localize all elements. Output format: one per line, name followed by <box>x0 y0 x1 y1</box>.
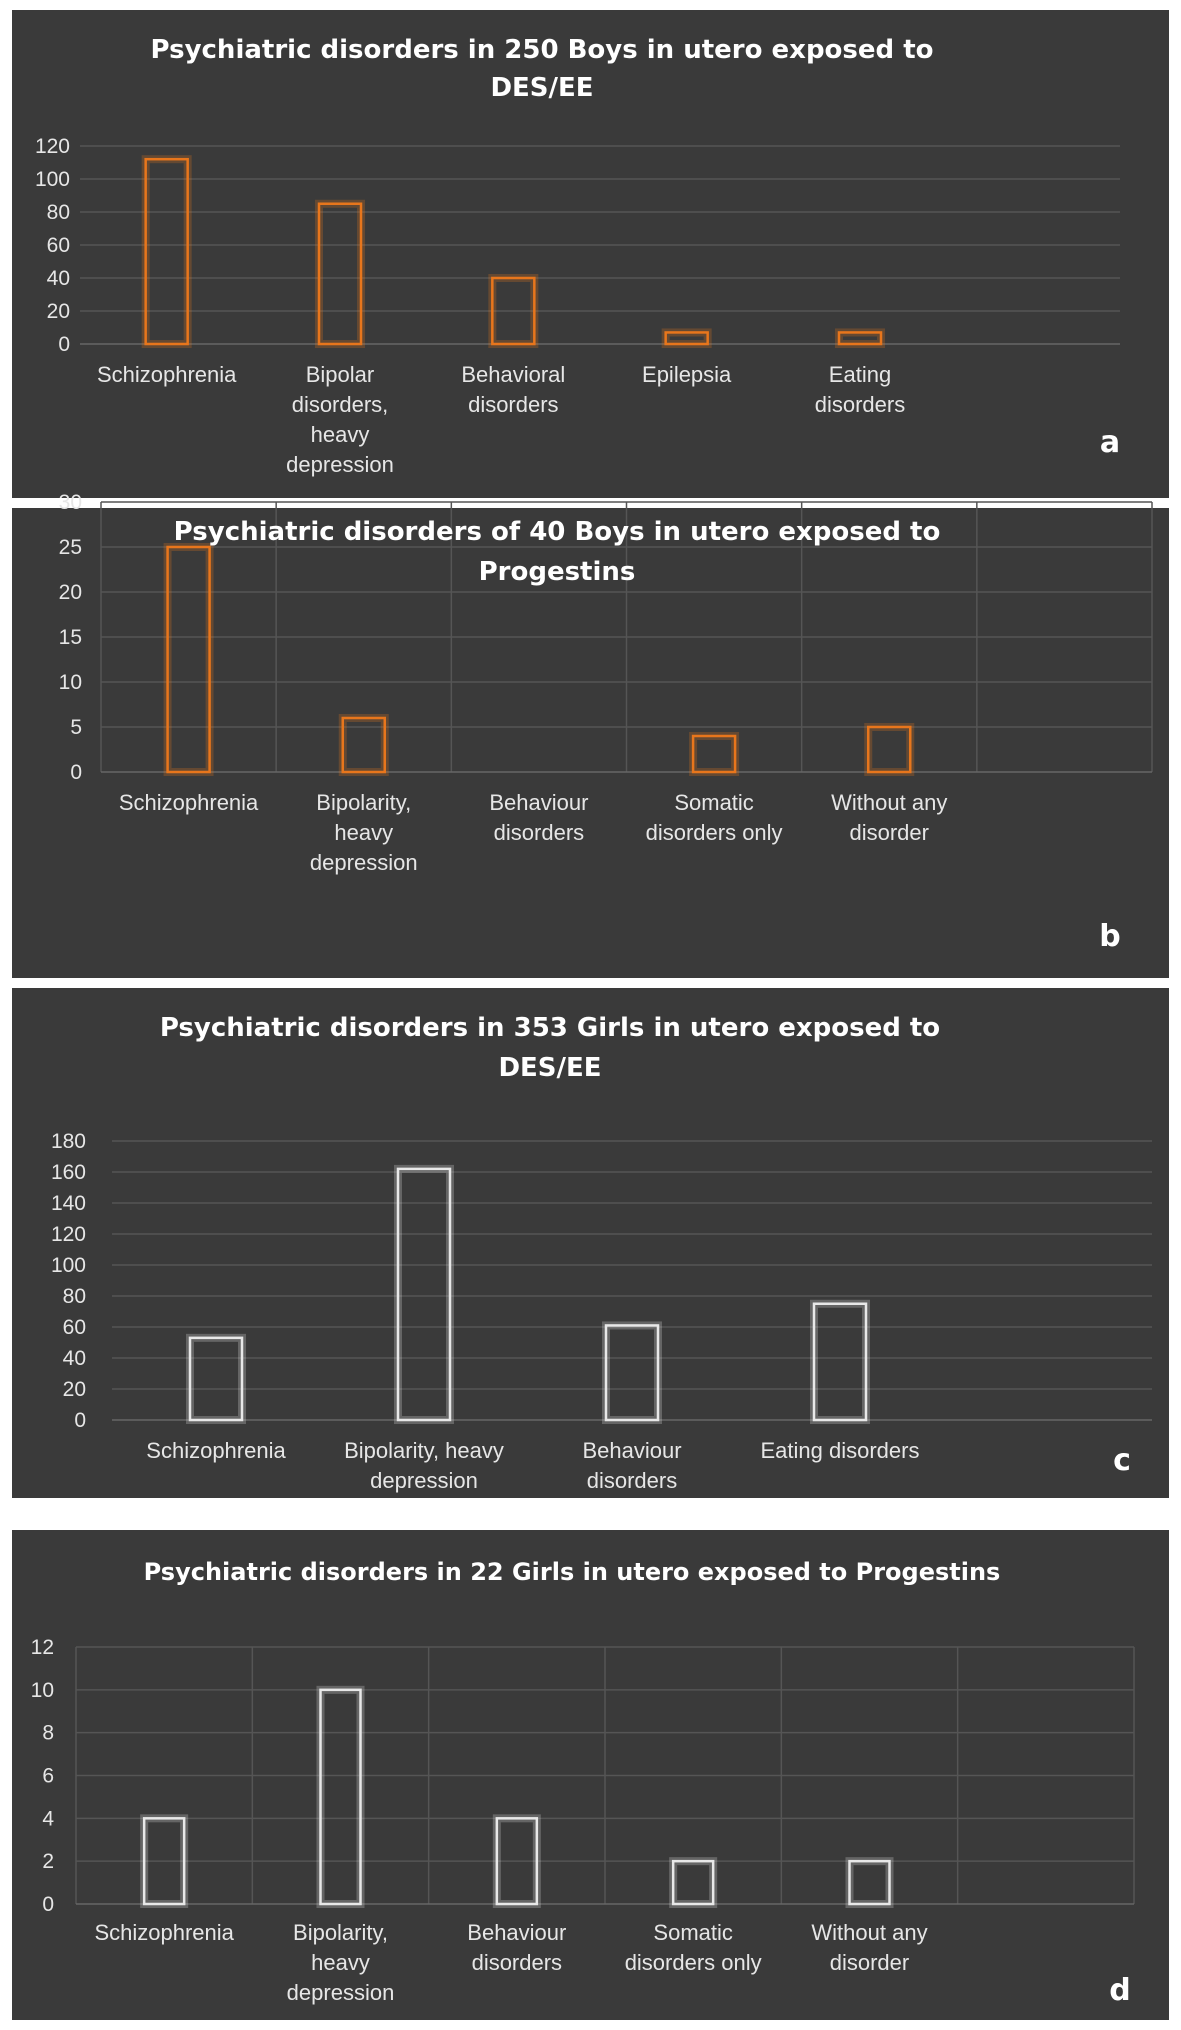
chart-title: Psychiatric disorders in 250 Boys in utero exposed to <box>150 35 934 65</box>
bar <box>606 1325 658 1420</box>
panel-label: a <box>1099 425 1121 460</box>
chart-title: Psychiatric disorders of 40 Boys in utero exposed to <box>173 517 941 547</box>
x-category-label: Schizophrenia <box>118 790 259 815</box>
y-tick-label: 0 <box>42 1893 54 1916</box>
x-category-label: Behaviour <box>467 1920 567 1945</box>
chart-svg <box>12 10 1169 498</box>
y-tick-label: 100 <box>50 1254 86 1277</box>
x-category-label: Without any <box>811 1920 928 1945</box>
bar <box>814 1304 866 1420</box>
bar-glow <box>321 1690 361 1904</box>
y-tick-label: 20 <box>58 581 82 604</box>
y-tick-label: 15 <box>58 626 82 649</box>
x-category-label: Bipolarity, <box>293 1920 388 1945</box>
x-category-label: Behavioral <box>461 362 566 387</box>
x-category-label: Bipolarity, heavy <box>344 1438 504 1463</box>
x-category-label: disorders <box>493 820 585 845</box>
y-tick-label: 120 <box>34 135 70 158</box>
x-category-label: Behaviour <box>489 790 589 815</box>
x-category-label: Schizophrenia <box>146 1438 286 1463</box>
y-tick-label: 6 <box>42 1764 54 1788</box>
x-category-label: disorders, <box>291 392 389 417</box>
x-category-label: depression <box>286 1980 395 2005</box>
y-tick-label: 20 <box>46 300 70 323</box>
x-category-label: disorders only <box>645 820 783 845</box>
y-tick-label: 60 <box>62 1316 86 1339</box>
x-category-label: Schizophrenia <box>94 1920 234 1945</box>
y-tick-label: 25 <box>58 536 82 559</box>
y-tick-label: 140 <box>50 1192 86 1215</box>
x-category-label: Somatic <box>674 790 754 815</box>
y-tick-label: 2 <box>42 1850 54 1874</box>
bar-glow <box>606 1325 658 1420</box>
y-tick-label: 5 <box>70 716 82 739</box>
y-tick-label: 0 <box>70 761 82 784</box>
y-tick-label: 80 <box>62 1285 86 1308</box>
x-category-label: disorders only <box>624 1950 762 1975</box>
x-category-label: Epilepsia <box>642 362 732 387</box>
chart-svg <box>12 1530 1169 2020</box>
bar <box>168 547 210 772</box>
y-tick-label: 10 <box>58 671 82 694</box>
y-tick-label: 8 <box>42 1721 54 1745</box>
chart-panel-a <box>12 10 1169 498</box>
bar <box>319 204 361 344</box>
bar <box>693 736 735 772</box>
x-category-label: Bipolarity, <box>316 790 412 815</box>
chart-svg <box>12 491 1169 978</box>
chart-title: DES/EE <box>498 1053 602 1083</box>
chart-panel-c <box>12 988 1169 1498</box>
y-tick-label: 180 <box>50 1130 86 1153</box>
y-tick-label: 100 <box>34 168 70 191</box>
bar-glow <box>850 1861 890 1904</box>
x-category-label: Eating disorders <box>760 1438 920 1463</box>
x-category-label: heavy <box>310 422 370 447</box>
y-tick-label: 4 <box>42 1807 54 1831</box>
bar <box>868 727 910 772</box>
x-category-label: depression <box>309 850 418 875</box>
y-tick-label: 60 <box>46 234 70 257</box>
x-category-label: Somatic <box>653 1920 733 1945</box>
panel-label: c <box>1113 1443 1131 1478</box>
y-tick-label: 0 <box>58 333 70 356</box>
x-category-label: Bipolar <box>305 362 375 387</box>
bar-glow <box>168 547 210 772</box>
x-category-label: disorders <box>471 1950 563 1975</box>
bar <box>146 159 188 344</box>
y-tick-label: 40 <box>46 267 70 290</box>
bar <box>673 1861 713 1904</box>
x-category-label: disorders <box>468 392 559 417</box>
bar-glow <box>666 332 708 344</box>
chart-title: Psychiatric disorders in 22 Girls in utero exposed to Progestins <box>143 1558 1001 1586</box>
bar-glow <box>868 727 910 772</box>
bar-glow <box>343 718 385 772</box>
bar <box>343 718 385 772</box>
bar-glow <box>693 736 735 772</box>
x-category-label: disorder <box>829 1950 910 1975</box>
bar <box>398 1169 450 1420</box>
bar-glow <box>146 159 188 344</box>
x-category-label: heavy <box>311 1950 370 1975</box>
x-category-label: disorder <box>849 820 929 845</box>
x-category-label: heavy <box>334 820 394 845</box>
x-category-label: Without any <box>831 790 948 815</box>
bar-glow <box>839 332 881 344</box>
chart-panel-b <box>12 491 1169 978</box>
chart-svg <box>12 988 1169 1498</box>
chart-title: DES/EE <box>490 73 594 103</box>
bar-glow <box>814 1304 866 1420</box>
chart-title: Psychiatric disorders in 353 Girls in utero exposed to <box>159 1013 941 1043</box>
bar-glow <box>673 1861 713 1904</box>
y-tick-label: 0 <box>74 1409 86 1432</box>
bar-glow <box>319 204 361 344</box>
bar <box>850 1861 890 1904</box>
bar <box>321 1690 361 1904</box>
x-category-label: Schizophrenia <box>96 362 237 387</box>
x-category-label: disorders <box>814 392 906 417</box>
y-tick-label: 30 <box>58 491 82 514</box>
x-category-label: depression <box>370 1468 478 1493</box>
y-tick-label: 12 <box>30 1636 54 1659</box>
x-category-label: Eating <box>828 362 892 387</box>
y-tick-label: 10 <box>30 1678 54 1702</box>
y-tick-label: 40 <box>62 1347 86 1370</box>
y-tick-label: 80 <box>46 201 70 224</box>
x-category-label: depression <box>286 452 394 477</box>
chart-panel-d <box>12 1530 1169 2020</box>
x-category-label: Behaviour <box>582 1438 682 1463</box>
y-tick-label: 20 <box>62 1378 86 1401</box>
panel-label: b <box>1099 919 1121 954</box>
y-tick-label: 120 <box>50 1223 86 1246</box>
bar <box>190 1338 242 1420</box>
y-tick-label: 160 <box>50 1161 86 1184</box>
bar-glow <box>190 1338 242 1420</box>
panel-label: d <box>1109 1973 1131 2008</box>
chart-title: Progestins <box>478 557 636 587</box>
bar-glow <box>398 1169 450 1420</box>
x-category-label: disorders <box>586 1468 678 1493</box>
